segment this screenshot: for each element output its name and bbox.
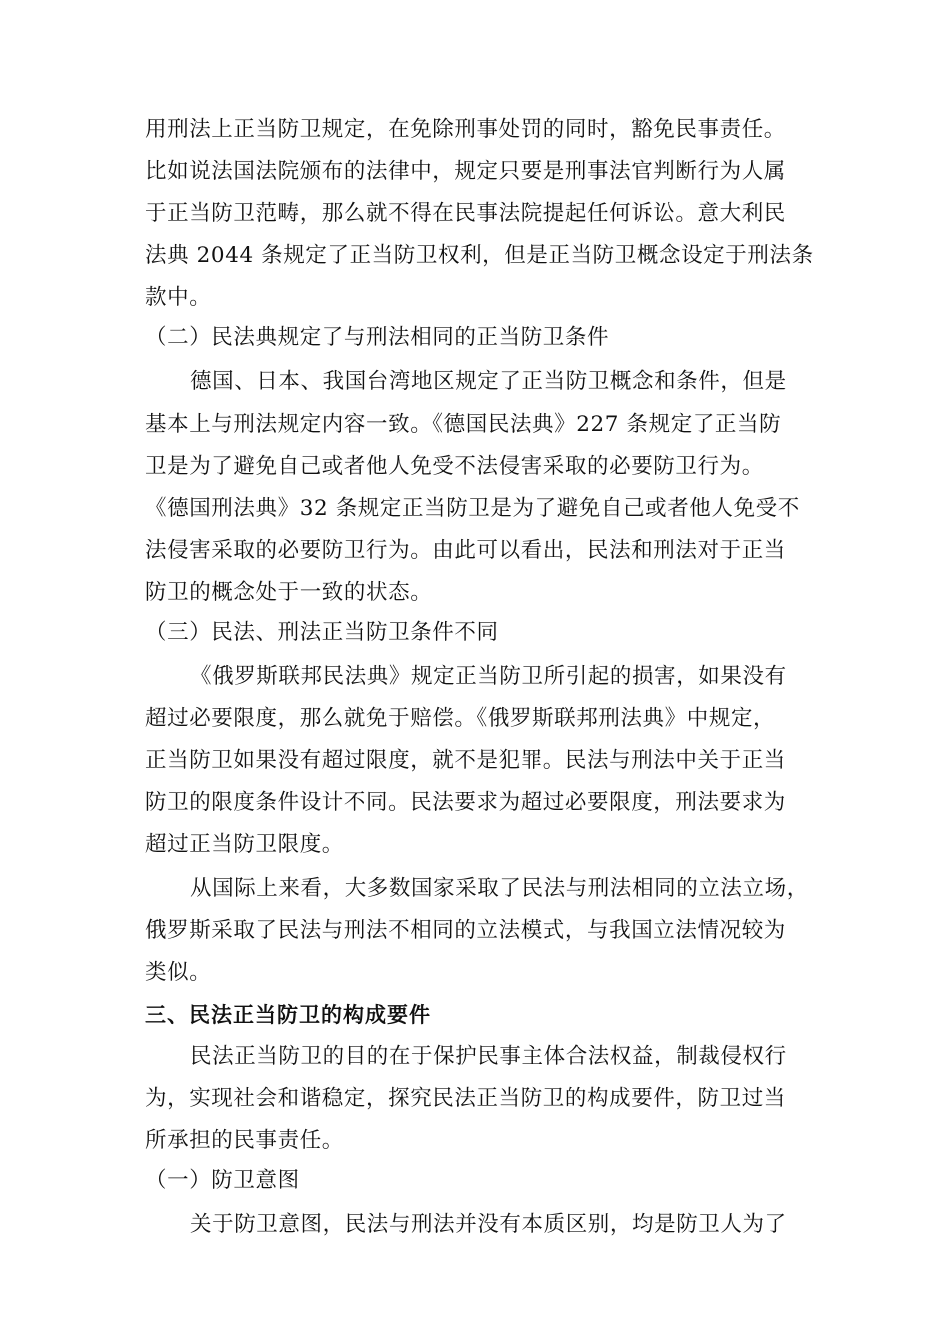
paragraph-line: 德国、日本、我国台湾地区规定了正当防卫概念和条件，但是 <box>190 369 787 394</box>
paragraph-line: 款中。 <box>145 285 212 310</box>
paragraph-line: 为，实现社会和谐稳定，探究民法正当防卫的构成要件，防卫过当 <box>145 1086 786 1111</box>
paragraph-line: 用刑法上正当防卫规定，在免除刑事处罚的同时，豁免民事责任。 <box>145 117 786 142</box>
paragraph-line: 法侵害采取的必要防卫行为。由此可以看出，民法和刑法对于正当 <box>145 538 786 563</box>
section-heading: 三、民法正当防卫的构成要件 <box>145 1003 431 1027</box>
paragraph-line: 《俄罗斯联邦民法典》规定正当防卫所引起的损害，如果没有 <box>190 664 787 689</box>
paragraph-line: 俄罗斯采取了民法与刑法不相同的立法模式，与我国立法情况较为 <box>145 918 786 943</box>
subsection-heading: （二）民法典规定了与刑法相同的正当防卫条件 <box>145 325 610 350</box>
subsection-heading: （一）防卫意图 <box>145 1168 300 1193</box>
paragraph-line: 卫是为了避免自己或者他人免受不法侵害采取的必要防卫行为。 <box>145 454 764 479</box>
paragraph-line: 民法正当防卫的目的在于保护民事主体合法权益，制裁侵权行 <box>190 1044 787 1069</box>
paragraph-line: 法典 2044 条规定了正当防卫权利，但是正当防卫概念设定于刑法条 <box>145 243 814 268</box>
paragraph-line: 超过必要限度，那么就免于赔偿。《俄罗斯联邦刑法典》中规定， <box>145 706 776 731</box>
paragraph-line: 正当防卫如果没有超过限度，就不是犯罪。民法与刑法中关于正当 <box>145 748 786 773</box>
paragraph-line: 《德国刑法典》32 条规定正当防卫是为了避免自己或者他人免受不 <box>145 496 800 521</box>
paragraph-line: 比如说法国法院颁布的法律中，规定只要是刑事法官判断行为人属 <box>145 159 786 184</box>
paragraph-line: 所承担的民事责任。 <box>145 1128 344 1153</box>
paragraph-line: 防卫的概念处于一致的状态。 <box>145 580 433 605</box>
paragraph-line: 类似。 <box>145 960 212 985</box>
subsection-heading: （三）民法、刑法正当防卫条件不同 <box>145 620 499 645</box>
paragraph-line: 于正当防卫范畴，那么就不得在民事法院提起任何诉讼。意大利民 <box>145 201 786 226</box>
paragraph-line: 防卫的限度条件设计不同。民法要求为超过必要限度，刑法要求为 <box>145 790 786 815</box>
paragraph-line: 关于防卫意图，民法与刑法并没有本质区别，均是防卫人为了 <box>190 1212 787 1237</box>
paragraph-line: 基本上与刑法规定内容一致。《德国民法典》227 条规定了正当防 <box>145 412 782 437</box>
paragraph-line: 超过正当防卫限度。 <box>145 832 344 857</box>
paragraph-line: 从国际上来看，大多数国家采取了民法与刑法相同的立法立场， <box>190 876 809 901</box>
